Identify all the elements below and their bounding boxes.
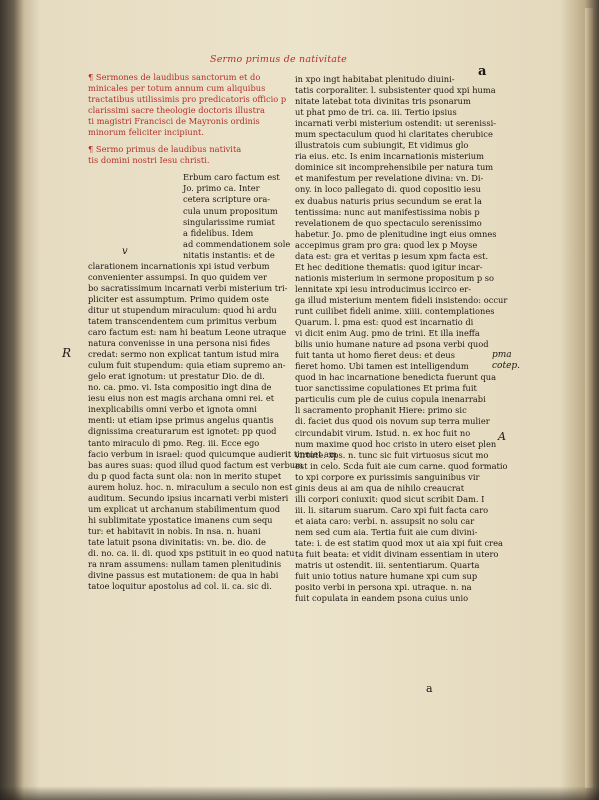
text-line: nem sed cum aia. Tertia fuit aie cum divini- — [295, 526, 478, 537]
text-line: dignissima creaturarum est ignotet: pp quod — [88, 426, 277, 437]
text-line: num maxime quod hoc cristo in utero eiset plen — [295, 438, 497, 449]
text-line: tatis corporaliter. l. subsistenter quod xpi huma — [295, 85, 496, 96]
text-line: circundabit virum. Istud. n. ex hoc fuit no — [295, 427, 471, 438]
text-line: ta fuit beata: et vidit divinam essentiam in utero — [295, 549, 499, 560]
text-line: ra nram assumens: nullam tamen plenitudinis — [88, 559, 282, 570]
text-line: culum fuit stupendum: quia etiam supremo an- — [88, 360, 286, 371]
text-line: posito verbi in persona xpi. utraque. n. na — [295, 582, 472, 593]
text-line: matris ut ostendit. iii. sententiarum. Quarta — [295, 560, 480, 571]
text-line: fuit copulata in eandem psona cuius unio — [295, 593, 469, 604]
text-line: ria eius. etc. Is enim incarnationis misterium — [295, 151, 484, 162]
text-line: ad commendationem sole — [183, 238, 291, 249]
rubric-incipit — [88, 72, 288, 138]
text-line: tur: et habitavit in nobis. In nsa. n. huani — [88, 525, 261, 536]
text-line: li sacramento prophanit Hiere: primo sic — [295, 405, 467, 416]
text-line: est in celo. Scda fuit aie cum carne. quod formatio — [295, 460, 508, 471]
text-line: ¶ Sermones de laudibus sanctorum et do — [88, 72, 261, 82]
text-line: bilis unio humane nature ad psona verbi quod — [295, 339, 489, 350]
text-line: hi sublimitate ypostatice imanens cum sequ — [88, 514, 273, 525]
text-line: Jo. primo ca. Inter — [183, 183, 260, 194]
text-line: menti: ut etiam ipse primus angelus quantis — [88, 415, 274, 426]
marginal-note-line: cotep. — [492, 361, 521, 371]
text-line: clarissimi sacre theologie doctoris illustra — [88, 105, 265, 116]
text-line: fieret homo. Ubi tamen est intelligendum — [295, 361, 469, 372]
text-line: quod in hac incarnatione benedicta fuerunt qua — [295, 372, 497, 383]
running-headline: Sermo primus de nativitate — [210, 54, 347, 65]
text-line: iesu eius non est magis archana omni rei. et — [88, 393, 275, 404]
text-line: ga illud misterium mentem fideli insistendo: occur — [295, 294, 508, 305]
text-line: ¶ Sermo primus de laudibus nativita — [88, 144, 242, 155]
text-line: Erbum caro factum est — [183, 172, 280, 183]
text-line: a fidelibus. Idem — [183, 227, 254, 238]
text-line: tate: i. de est statim quod mox ut aia xpi fuit crea — [295, 537, 503, 548]
text-line: tanto miraculo di pmo. Reg. iii. Ecce ego — [88, 437, 260, 448]
text-line: cetera scripture ora- — [183, 194, 271, 205]
text-line: bas aures suas: quod illud quod factum est verbum — [88, 459, 303, 470]
text-line: ony. in loco pallegato di. quod copositio iesu — [295, 184, 481, 195]
text-line: particulis cum ple de cuius copula inenarrabi — [295, 394, 486, 405]
text-line: accepimus gram pro gra: quod lex p Moyse — [295, 239, 478, 250]
text-line: no. ca. pmo. vi. Ista compositio ingt dina de — [88, 382, 272, 393]
folio-number: a — [478, 64, 487, 79]
text-line: nitate latebat tota divinitas tris psonarum — [295, 96, 471, 107]
text-line: ti magistri Francisci de Mayronis ordinis — [88, 116, 260, 127]
text-line: to xpi corpore ex purissimis sanguinibus vir — [295, 471, 480, 482]
text-line: singularissime rumiat — [183, 216, 275, 227]
marginal-note-pma — [492, 350, 520, 372]
text-line: caro factum est: nam hi beatum Leone utraque — [88, 327, 287, 338]
text-line: virtute. xps. n. tunc sic fuit virtuosus sicut mo — [295, 449, 489, 460]
text-line: data est: gra et veritas p iesum xpm facta est. — [295, 250, 489, 261]
text-line: revelationem de quo spectaculo serenissimo — [295, 217, 482, 228]
text-line: Quarum. l. pma est: quod est incarnatio di — [295, 317, 474, 328]
rubric-sermon-title — [88, 144, 288, 166]
text-line: um explicat ut archanum stabilimentum quod — [88, 503, 281, 514]
text-line: fuit unio totius nature humane xpi cum sup — [295, 571, 478, 582]
text-line: gelo erat ignotum: ut prestatur Dio. de di. — [88, 371, 265, 382]
text-line: ex duabus naturis prius secundum se erat la — [295, 195, 482, 206]
text-line: et manifestum per revelatione divina: vn. Di- — [295, 173, 484, 184]
marginal-note-line: pma — [492, 350, 512, 360]
text-line: du p quod facta sunt ola: non in merito stupet — [88, 470, 282, 481]
text-line: illi corpori coniuxit: quod sicut scribit Dam. I — [295, 493, 485, 504]
text-line: ditur ut stupendum miraculum: quod hi ardu — [88, 304, 277, 315]
text-line: minicales per totum annum cum aliquibus — [88, 83, 266, 94]
bottom-shadow — [0, 786, 599, 800]
text-line: facio verbum in israel: quod quicumque audierit tinniet am — [88, 448, 337, 459]
text-line: tuor sanctissime copulationes Et prima fuit — [295, 383, 477, 394]
text-line: credat: sermo non explicat tantum istud mira — [88, 349, 280, 360]
text-line: nationis misterium in sermone propositum p so — [295, 272, 495, 283]
text-line: tis domini nostri Iesu christi. — [88, 155, 210, 166]
text-line: divine passus est mutationem: de qua in habi — [88, 570, 279, 581]
text-line: fuit tanta ut homo fieret deus: et deus — [295, 350, 455, 361]
text-line: nitatis instantis: et de — [183, 249, 275, 260]
text-line: Et hec deditione thematis: quod igitur incar- — [295, 261, 483, 272]
left-body-text — [88, 172, 337, 592]
text-line: convenienter assumpsi. In quo quidem ver — [88, 271, 267, 282]
text-line: di. no. ca. ii. di. quod xps pstituit in eo quod natu — [88, 547, 295, 558]
text-line: lennitate xpi iesu introducimus iccirco er- — [295, 283, 472, 294]
marginal-letter-v: v — [122, 246, 128, 257]
text-line: iii. li. sitarum suarum. Caro xpi fuit facta caro — [295, 504, 489, 515]
text-line: ginis deus ai am qua de nihilo creaucrat — [295, 482, 465, 493]
text-line: bo sacratissimum incarnati verbi misterium tri- — [88, 282, 288, 293]
text-line: runt cuilibet fideli anime. xiiii. contemplationes — [295, 305, 495, 316]
signature-mark: a — [426, 682, 433, 695]
text-line: in xpo ingt habitabat plenitudo diuini- — [295, 74, 455, 84]
text-line: inexplicabilis omni verbo et ignota omni — [88, 404, 257, 415]
text-line: minorum feliciter incipiunt. — [88, 127, 205, 138]
text-line: clarationem incarnationis xpi istud verbum — [88, 260, 270, 271]
text-line: et aiata caro: verbi. n. assupsit no solu car — [295, 515, 475, 526]
text-line: tatem transcendentem cum primitus verbum — [88, 315, 277, 326]
text-line: cula unum propositum — [183, 205, 278, 216]
marginal-letter-r: R — [62, 346, 72, 360]
text-line: vi dicit enim Aug. pmo de trini. Et illa ineffa — [295, 328, 480, 339]
text-line: natura convenisse in una persona nisi fides — [88, 338, 270, 349]
text-line: tentissima: nunc aut manifestissima nobis p — [295, 206, 480, 217]
text-line: aurem holuz. hoc. n. miraculum a seculo non est — [88, 481, 293, 492]
marginal-letter-a: A — [498, 430, 506, 443]
text-line: di. faciet dus quod ois novum sup terra mulier — [295, 416, 490, 427]
text-line: tatoe loquitur apostolus ad col. ii. ca. sic di. — [88, 581, 272, 592]
text-line: tractatibus utilissimis pro predicatoris officio p — [88, 94, 287, 105]
page-edge — [585, 8, 593, 788]
text-line: dominice sit incomprehensibile per natura tum — [295, 162, 494, 173]
text-line: auditum. Secundo ipsius incarnati verbi misteri — [88, 492, 289, 503]
left-column — [88, 72, 337, 592]
text-line: pliciter est assumptum. Primo quidem oste — [88, 293, 269, 304]
text-line: habetur. Jo. pmo de plenitudine ingt eius omnes — [295, 228, 497, 239]
text-line: tate latuit psona divinitatis: vn. be. dio. de — [88, 536, 266, 547]
text-line: ut phat pmo de tri. ca. iii. Tertio ipsius — [295, 107, 457, 118]
text-line: illustratois cum subiungit, Et vidimus glo — [295, 140, 469, 151]
text-line: mum spectaculum quod hi claritates cherubice — [295, 129, 493, 140]
text-line: incarnati verbi misterium ostendit: ut serenissi- — [295, 118, 497, 129]
